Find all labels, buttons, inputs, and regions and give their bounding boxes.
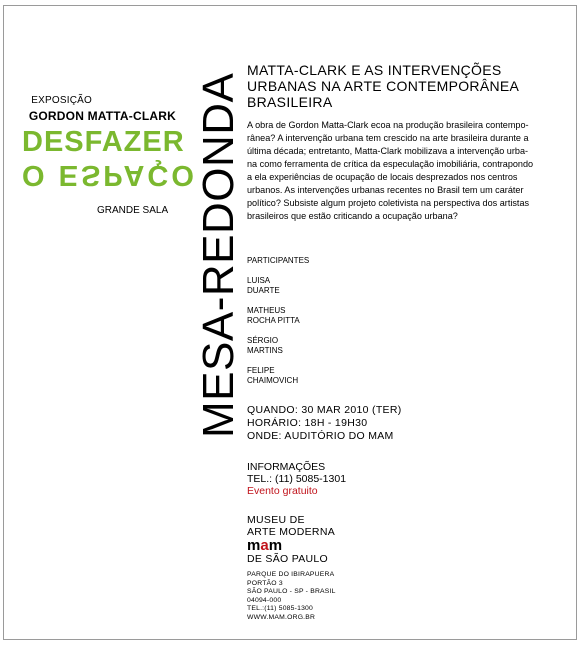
- body-line: brasileiros que estão criticando a ocupação urbana?: [247, 211, 458, 221]
- address-line: SÃO PAULO - SP - BRASIL: [247, 588, 336, 595]
- museum-name-line: DE SÃO PAULO: [247, 553, 329, 565]
- artist-name: GORDON MATTA-CLARK: [28, 109, 176, 123]
- exhibit-title: DESFAZER: [22, 126, 185, 158]
- schedule: [247, 404, 402, 443]
- schedule-date: QUANDO: 30 MAR 2010 (TER): [247, 404, 402, 416]
- participant-last-name: MARTINS: [247, 346, 283, 355]
- schedule-place: ONDE: AUDITÓRIO DO MAM: [247, 430, 394, 442]
- info-phone: TEL.: (11) 5085-1301: [247, 473, 347, 485]
- body-line: na como ferramenta de crítica da especulação imobiliária, contrapondo: [247, 159, 534, 169]
- participant: [247, 306, 300, 326]
- participant-first-name: FELIPE: [247, 366, 275, 375]
- headline-line: BRASILEIRA: [247, 94, 333, 110]
- mam-logo-letter: m: [247, 537, 261, 554]
- mam-logo: [247, 539, 335, 553]
- info-label: INFORMAÇÕES: [247, 461, 326, 473]
- participants-label: PARTICIPANTES: [247, 256, 310, 265]
- participant-last-name: DUARTE: [247, 286, 280, 295]
- body-line: a ela experiências de ocupação de locais desprezados nos centros: [247, 172, 518, 182]
- address-block: [247, 571, 336, 622]
- body-line: político? Subsiste algum projeto coletivista na perspectiva dos artistas: [247, 198, 530, 208]
- body-line: última década; entretanto, Matta-Clark mobilizava a intervenção urba-: [247, 146, 529, 156]
- participant-last-name: ROCHA PITTA: [247, 316, 300, 325]
- mam-logo-letter: m: [268, 537, 283, 554]
- body-line: urbanos. As intervenções urbanas recentes no Brasil tem um caráter: [247, 185, 524, 195]
- body-line: rânea? A intervenção urbana tem crescido na arte brasileira durante a: [247, 133, 529, 143]
- participant: [247, 336, 283, 356]
- exhibit-label: EXPOSIÇÃO: [31, 95, 92, 106]
- exhibit-title-flipped: O ESPAÇO: [22, 159, 197, 191]
- museum-name-line: MUSEU DE: [247, 514, 305, 526]
- participant-last-name: CHAIMOVICH: [247, 376, 299, 385]
- vertical-title: MESA-REDONDA: [194, 72, 243, 438]
- body-line: A obra de Gordon Matta-Clark ecoa na produção brasileira contempo-: [247, 120, 529, 130]
- schedule-time: HORÁRIO: 18H - 19H30: [247, 417, 368, 429]
- participant-first-name: LUISA: [247, 276, 271, 285]
- museum-block: [247, 514, 335, 565]
- address-line: TEL.:(11) 5085-1300: [247, 605, 314, 612]
- museum-name-line: ARTE MODERNA: [247, 526, 335, 538]
- headline-line: URBANAS NA ARTE CONTEMPORÂNEA: [247, 78, 520, 94]
- participant: [247, 366, 298, 386]
- body-text: [247, 119, 545, 223]
- info-block: [247, 461, 346, 497]
- participant-first-name: MATHEUS: [247, 306, 286, 315]
- address-line: PARQUE DO IBIRAPUERA: [247, 571, 335, 578]
- event-description: [247, 62, 547, 223]
- address-line: PORTÃO 3: [247, 579, 283, 587]
- address-line: 04094-000: [247, 596, 282, 604]
- participant: [247, 276, 280, 296]
- participant-first-name: SÉRGIO: [247, 336, 279, 345]
- headline: [247, 62, 547, 110]
- headline-line: MATTA-CLARK E AS INTERVENÇÕES: [247, 62, 502, 78]
- mam-logo-letter: a: [260, 537, 269, 554]
- website-link[interactable]: WWW.MAM.ORG.BR: [247, 613, 316, 621]
- free-event-note: Evento gratuito: [247, 485, 318, 497]
- room-label: GRANDE SALA: [97, 205, 169, 216]
